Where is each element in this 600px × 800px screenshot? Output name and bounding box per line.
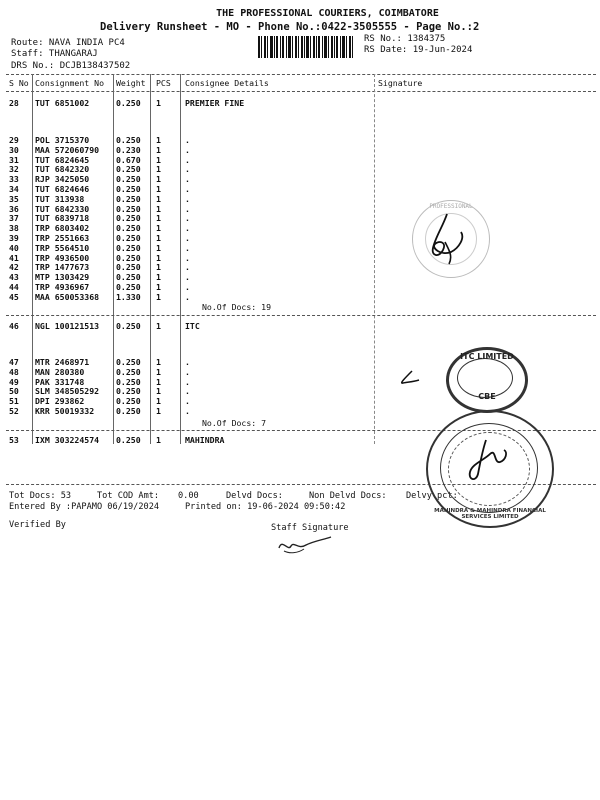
- row-pcs: 1: [156, 223, 161, 234]
- row-details: .: [185, 193, 190, 204]
- row-consignment: MAN 280380: [35, 366, 85, 377]
- row-sno: 53: [9, 435, 19, 445]
- row-pcs: 1: [156, 282, 161, 292]
- docs-count: No.Of Docs: 7: [202, 418, 267, 428]
- row-consignment: TRP 1477673: [35, 262, 90, 273]
- row-details: .: [185, 164, 190, 175]
- row-pcs: 1: [156, 242, 161, 253]
- row-consignment: TUT 6842330: [35, 203, 90, 214]
- row-consignment: TRP 4936967: [35, 282, 90, 292]
- non-delvd-docs: Non Delvd Docs:: [309, 491, 387, 501]
- row-weight: 0.250: [116, 396, 141, 407]
- col-details: Consignee Details: [185, 78, 269, 88]
- row-pcs: 1: [156, 357, 161, 367]
- group-rule: [6, 315, 596, 316]
- row-consignment: MAA 572060790: [35, 144, 100, 155]
- row-pcs: 1: [156, 174, 161, 185]
- tot-cod-value: 0.00: [178, 491, 199, 501]
- row-sno: 46: [9, 321, 19, 331]
- courier-stamp-text: PROFESSIONAL: [429, 203, 473, 210]
- row-sno: 35: [9, 193, 19, 204]
- col-weight: Weight: [116, 78, 146, 88]
- row-details: .: [185, 233, 190, 243]
- barcode: [258, 36, 353, 58]
- row-consignment: TUT 6842320: [35, 164, 90, 175]
- row-weight: 0.250: [116, 406, 141, 416]
- row-details: .: [185, 376, 190, 387]
- row-pcs: 1: [156, 154, 161, 165]
- row-sno: 32: [9, 164, 19, 175]
- row-sno: 40: [9, 242, 19, 253]
- row-weight: 0.250: [116, 262, 141, 273]
- printed-on: Printed on: 19-06-2024 09:50:42: [185, 502, 346, 512]
- row-details: .: [185, 366, 190, 377]
- col-rule: [150, 74, 151, 444]
- row-sno: 51: [9, 396, 19, 407]
- row-weight: 0.250: [116, 193, 141, 204]
- row-sno: 44: [9, 282, 19, 292]
- mahindra-signature: [458, 430, 518, 490]
- row-weight: 0.250: [116, 376, 141, 387]
- route-label: Route: NAVA INDIA PC4: [11, 38, 125, 48]
- row-consignment: TRP 6803402: [35, 223, 90, 234]
- company-name: THE PROFESSIONAL COURIERS, COIMBATORE: [216, 8, 439, 19]
- entered-by: Entered By :PAPAMO 06/19/2024: [9, 502, 160, 512]
- row-weight: 0.250: [116, 272, 141, 283]
- col-rule: [113, 74, 114, 444]
- row-consignment: TRP 5564510: [35, 242, 90, 253]
- row-weight: 0.250: [116, 174, 141, 185]
- row-sno: 50: [9, 386, 19, 397]
- row-pcs: 1: [156, 252, 161, 263]
- row-details: .: [185, 406, 190, 416]
- row-weight: 1.330: [116, 291, 141, 302]
- row-details: .: [185, 203, 190, 214]
- staff-signature-label: Staff Signature: [271, 523, 349, 533]
- row-weight: 0.250: [116, 135, 141, 145]
- row-details: .: [185, 357, 190, 367]
- docs-count: No.Of Docs: 19: [202, 302, 272, 312]
- row-details: .: [185, 252, 190, 263]
- rs-no-label: RS No.: 1384375: [364, 34, 446, 44]
- row-consignment: TUT 6839718: [35, 213, 90, 224]
- row-weight: 0.250: [116, 213, 141, 224]
- row-pcs: 1: [156, 233, 161, 243]
- row-pcs: 1: [156, 366, 161, 377]
- row-details: .: [185, 174, 190, 185]
- row-pcs: 1: [156, 376, 161, 387]
- row-weight: 0.250: [116, 435, 141, 445]
- row-pcs: 1: [156, 386, 161, 397]
- itc-stamp-top: ITC LIMITED: [460, 352, 514, 361]
- row-weight: 0.250: [116, 98, 141, 108]
- row-weight: 0.230: [116, 144, 141, 155]
- row-consignment: TUT 313938: [35, 193, 85, 204]
- row-details: PREMIER FINE: [185, 98, 245, 108]
- row-consignment: IXM 303224574: [35, 435, 100, 445]
- tot-cod-label: Tot COD Amt:: [97, 491, 160, 501]
- delvy-pct: Delvy pct:: [406, 491, 458, 501]
- row-details: .: [185, 396, 190, 407]
- row-consignment: DPI 293862: [35, 396, 85, 407]
- row-consignment: KRR 50019332: [35, 406, 95, 416]
- row-pcs: 1: [156, 98, 161, 108]
- row-consignment: MAA 650053368: [35, 291, 100, 302]
- row-pcs: 1: [156, 184, 161, 194]
- row-consignment: TUT 6824645: [35, 154, 90, 165]
- rs-date-label: RS Date: 19-Jun-2024: [364, 45, 473, 55]
- row-details: .: [185, 213, 190, 224]
- row-sno: 30: [9, 144, 19, 155]
- row-pcs: 1: [156, 144, 161, 155]
- row-sno: 41: [9, 252, 19, 263]
- row-details: .: [185, 154, 190, 165]
- row-pcs: 1: [156, 272, 161, 283]
- row-consignment: MTP 1303429: [35, 272, 90, 283]
- row-consignment: POL 3715370: [35, 135, 90, 145]
- row-sno: 42: [9, 262, 19, 273]
- row-pcs: 1: [156, 396, 161, 407]
- row-consignment: RJP 3425050: [35, 174, 90, 185]
- row-pcs: 1: [156, 213, 161, 224]
- row-sno: 39: [9, 233, 19, 243]
- row-weight: 0.670: [116, 154, 141, 165]
- row-sno: 33: [9, 174, 19, 185]
- col-pcs: PCS: [156, 78, 171, 88]
- col-sno: S No: [9, 78, 29, 88]
- row-sno: 28: [9, 98, 19, 108]
- row-pcs: 1: [156, 406, 161, 416]
- staff-label: Staff: THANGARAJ: [11, 49, 98, 59]
- row-consignment: SLM 348505292: [35, 386, 100, 397]
- col-consignment: Consignment No: [35, 78, 105, 88]
- row-consignment: TRP 2551663: [35, 233, 90, 243]
- row-weight: 0.250: [116, 252, 141, 263]
- row-sno: 37: [9, 213, 19, 224]
- row-weight: 0.250: [116, 223, 141, 234]
- handwritten-mark: [397, 368, 423, 388]
- row-pcs: 1: [156, 262, 161, 273]
- row-sno: 48: [9, 366, 19, 377]
- row-sno: 38: [9, 223, 19, 234]
- row-consignment: TUT 6851002: [35, 98, 90, 108]
- table-top-rule: [6, 74, 596, 75]
- verified-by: Verified By: [9, 520, 66, 530]
- row-details: ITC: [185, 321, 200, 331]
- row-weight: 0.250: [116, 242, 141, 253]
- row-weight: 0.250: [116, 164, 141, 175]
- row-sno: 34: [9, 184, 19, 194]
- row-weight: 0.250: [116, 203, 141, 214]
- delvd-docs: Delvd Docs:: [226, 491, 283, 501]
- row-consignment: NGL 100121513: [35, 321, 100, 331]
- table-header-rule: [6, 91, 596, 92]
- col-signature: Signature: [378, 78, 423, 88]
- row-details: .: [185, 291, 190, 302]
- row-details: .: [185, 184, 190, 194]
- row-weight: 0.250: [116, 184, 141, 194]
- row-pcs: 1: [156, 203, 161, 214]
- row-details: .: [185, 272, 190, 283]
- mahindra-stamp-ring: MAHINDRA & MAHINDRA FINANCIAL SERVICES LIMITED: [434, 508, 546, 520]
- row-sno: 52: [9, 406, 19, 416]
- row-pcs: 1: [156, 135, 161, 145]
- row-weight: 0.250: [116, 366, 141, 377]
- col-rule: [374, 74, 375, 444]
- row-details: MAHINDRA: [185, 435, 225, 445]
- row-sno: 43: [9, 272, 19, 283]
- staff-signature-scribble: [276, 532, 336, 556]
- row-sno: 36: [9, 203, 19, 214]
- row-consignment: TUT 6824646: [35, 184, 90, 194]
- row-sno: 29: [9, 135, 19, 145]
- row-weight: 0.250: [116, 357, 141, 367]
- row-pcs: 1: [156, 193, 161, 204]
- row-weight: 0.250: [116, 282, 141, 292]
- row-weight: 0.250: [116, 321, 141, 331]
- tot-docs: Tot Docs: 53: [9, 491, 72, 501]
- col-rule: [180, 74, 181, 444]
- row-sno: 45: [9, 291, 19, 302]
- row-pcs: 1: [156, 321, 161, 331]
- row-weight: 0.250: [116, 386, 141, 397]
- row-consignment: TRP 4936500: [35, 252, 90, 263]
- row-consignment: PAK 331748: [35, 376, 85, 387]
- row-sno: 49: [9, 376, 19, 387]
- row-pcs: 1: [156, 164, 161, 175]
- row-pcs: 1: [156, 435, 161, 445]
- row-details: .: [185, 144, 190, 155]
- col-rule: [32, 74, 33, 444]
- row-details: .: [185, 262, 190, 273]
- row-details: .: [185, 135, 190, 145]
- drs-label: DRS No.: DCJB138437502: [11, 61, 131, 71]
- itc-stamp: [446, 347, 528, 413]
- delivery-signature: [425, 212, 470, 267]
- row-weight: 0.250: [116, 233, 141, 243]
- row-pcs: 1: [156, 291, 161, 302]
- row-details: .: [185, 242, 190, 253]
- runsheet-title: Delivery Runsheet - MO - Phone No.:0422-3505555 - Page No.:2: [100, 21, 480, 33]
- itc-stamp-bottom: CBE: [478, 392, 496, 401]
- row-details: .: [185, 282, 190, 292]
- row-details: .: [185, 386, 190, 397]
- row-details: .: [185, 223, 190, 234]
- row-consignment: MTR 2468971: [35, 357, 90, 367]
- row-sno: 47: [9, 357, 19, 367]
- row-sno: 31: [9, 154, 19, 165]
